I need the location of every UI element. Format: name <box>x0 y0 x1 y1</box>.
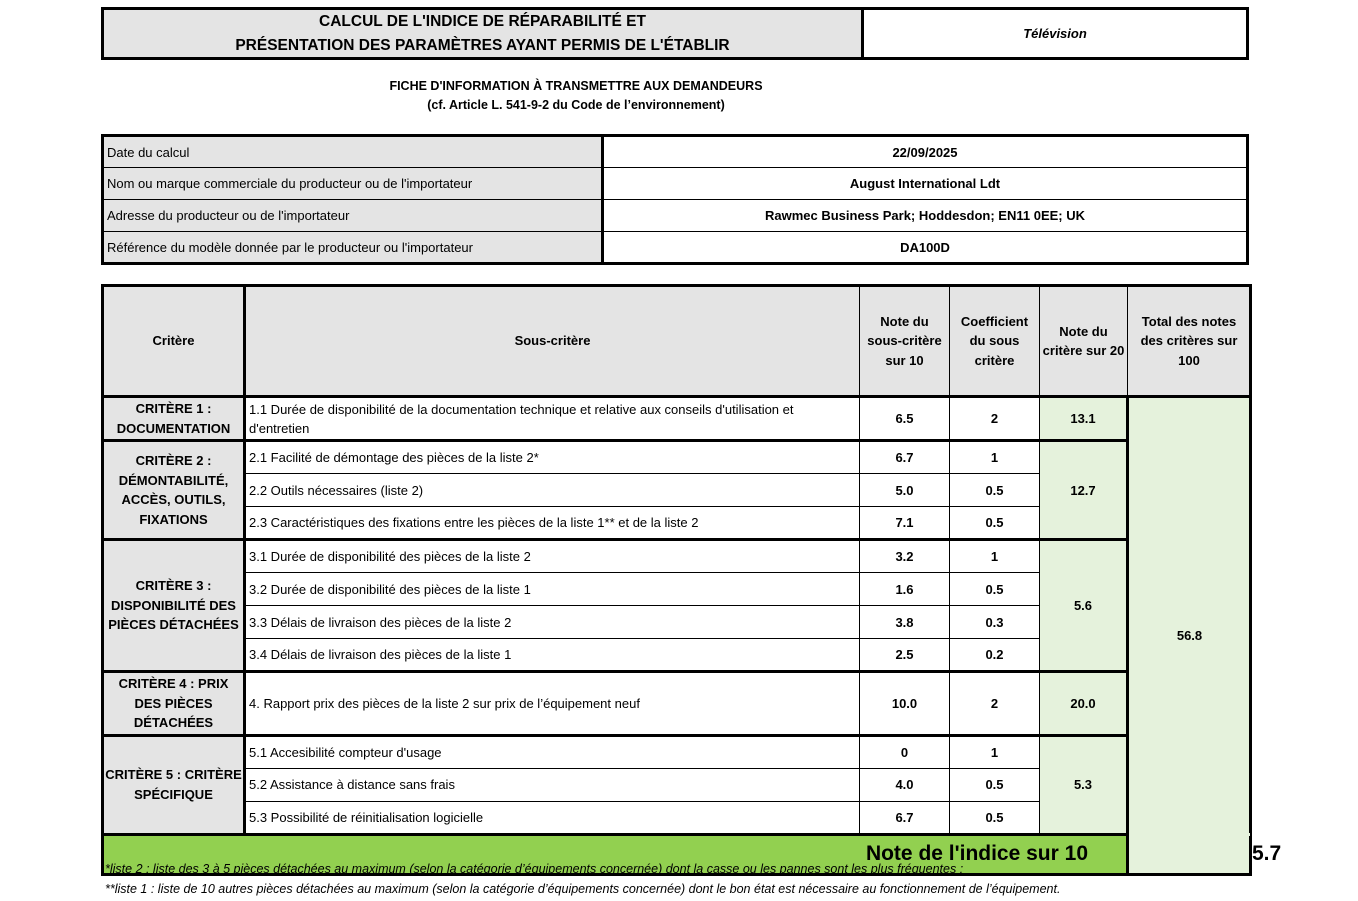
subheader <box>101 77 1051 115</box>
header-coefficient: Coefficient du sous critère <box>950 286 1040 397</box>
criterion-5-note: 5.3 <box>1040 735 1128 834</box>
sub-criterion-label: 5.2 Assistance à distance sans frais <box>245 768 860 801</box>
sub-criterion-note: 10.0 <box>860 672 950 736</box>
sub-criterion-label: 5.1 Accesibilité compteur d'usage <box>245 735 860 768</box>
sub-criterion-label: 3.4 Délais de livraison des pièces de la liste 1 <box>245 639 860 672</box>
info-label: Adresse du producteur ou de l'importateur <box>103 200 603 232</box>
sub-criterion-label: 1.1 Durée de disponibilité de la documentation technique et relative aux conseils d'utilisation et d'entretien <box>245 397 860 441</box>
sub-criterion-note: 3.2 <box>860 540 950 573</box>
info-table <box>101 134 1249 265</box>
criterion-4-note: 20.0 <box>1040 672 1128 736</box>
final-score-row: Note de l'indice sur 10 5.7 <box>103 834 1251 874</box>
sub-criterion-label: 2.1 Facilité de démontage des pièces de la liste 2* <box>245 441 860 474</box>
sub-criterion-note: 6.7 <box>860 441 950 474</box>
sub-criterion-coef: 0.2 <box>950 639 1040 672</box>
info-value: August International Ldt <box>603 168 1248 200</box>
criterion-3-name: CRITÈRE 3 : DISPONIBILITÉ DES PIÈCES DÉTACHÉES <box>103 540 245 672</box>
title-line-2: PRÉSENTATION DES PARAMÈTRES AYANT PERMIS DE L'ÉTABLIR <box>235 36 730 54</box>
header-total: Total des notes des critères sur 100 <box>1128 286 1251 397</box>
sub-criterion-coef: 0.5 <box>950 474 1040 507</box>
table-row <box>103 397 1251 441</box>
header-box <box>101 7 1249 60</box>
table-row <box>103 672 1251 736</box>
footnote-liste-2: *liste 2 : liste des 3 à 5 pièces détachées au maximum (selon la catégorie d’équipements concernée) dont la casse ou les pannes sont les plus fréquentes ; <box>105 862 964 876</box>
final-score-label: Note de l'indice sur 10 <box>103 834 1128 874</box>
info-row-date <box>103 136 1248 168</box>
sub-criterion-label: 5.3 Possibilité de réinitialisation logicielle <box>245 801 860 834</box>
info-row-brand <box>103 168 1248 200</box>
criterion-3-note: 5.6 <box>1040 540 1128 672</box>
table-row <box>103 540 1251 573</box>
criterion-2-note: 12.7 <box>1040 441 1128 540</box>
table-row <box>103 735 1251 768</box>
sub-criterion-note: 2.5 <box>860 639 950 672</box>
subheader-line-2: (cf. Article L. 541-9-2 du Code de l’environnement) <box>427 98 725 112</box>
sub-criterion-coef: 0.5 <box>950 801 1040 834</box>
table-row <box>103 441 1251 474</box>
sub-criterion-note: 6.7 <box>860 801 950 834</box>
criterion-4-name: CRITÈRE 4 : PRIX DES PIÈCES DÉTACHÉES <box>103 672 245 736</box>
header-critere: Critère <box>103 286 245 397</box>
document-title <box>104 10 864 57</box>
info-value: DA100D <box>603 232 1248 264</box>
sub-criterion-note: 4.0 <box>860 768 950 801</box>
criterion-1-note: 13.1 <box>1040 397 1128 441</box>
sub-criterion-label: 3.3 Délais de livraison des pièces de la liste 2 <box>245 606 860 639</box>
criterion-2-name: CRITÈRE 2 : DÉMONTABILITÉ, ACCÈS, OUTILS, FIXATIONS <box>103 441 245 540</box>
sub-criterion-coef: 2 <box>950 397 1040 441</box>
header-sous-critere: Sous-critère <box>245 286 860 397</box>
info-label: Nom ou marque commerciale du producteur ou de l'importateur <box>103 168 603 200</box>
sub-criterion-note: 6.5 <box>860 397 950 441</box>
sub-criterion-note: 1.6 <box>860 573 950 606</box>
sub-criterion-coef: 1 <box>950 441 1040 474</box>
info-row-model <box>103 232 1248 264</box>
sub-criterion-label: 4. Rapport prix des pièces de la liste 2 sur prix de l’équipement neuf <box>245 672 860 736</box>
sub-criterion-coef: 1 <box>950 735 1040 768</box>
footnote-liste-1: **liste 1 : liste de 10 autres pièces détachées au maximum (selon la catégorie d’équipements concernée) dont le bon état est nécessaire au fonctionnement de l’équipement. <box>105 882 1061 896</box>
sub-criterion-label: 3.2 Durée de disponibilité des pièces de la liste 1 <box>245 573 860 606</box>
sub-criterion-coef: 1 <box>950 540 1040 573</box>
sub-criterion-label: 2.2 Outils nécessaires (liste 2) <box>245 474 860 507</box>
sub-criterion-coef: 2 <box>950 672 1040 736</box>
sub-criterion-coef: 0.3 <box>950 606 1040 639</box>
sub-criterion-coef: 0.5 <box>950 768 1040 801</box>
title-line-1: CALCUL DE L'INDICE DE RÉPARABILITÉ ET <box>319 12 646 30</box>
subheader-line-1: FICHE D'INFORMATION À TRANSMETTRE AUX DEMANDEURS <box>389 79 763 93</box>
header-note-critere: Note du critère sur 20 <box>1040 286 1128 397</box>
header-note-sous-critere: Note du sous-critère sur 10 <box>860 286 950 397</box>
total-score: 56.8 <box>1128 397 1251 875</box>
repairability-table <box>101 284 1282 876</box>
sub-criterion-label: 3.1 Durée de disponibilité des pièces de la liste 2 <box>245 540 860 573</box>
criterion-5-name: CRITÈRE 5 : CRITÈRE SPÉCIFIQUE <box>103 735 245 834</box>
sub-criterion-coef: 0.5 <box>950 507 1040 540</box>
product-category: Télévision <box>1023 26 1087 41</box>
sub-criterion-coef: 0.5 <box>950 573 1040 606</box>
sub-criterion-note: 7.1 <box>860 507 950 540</box>
info-value: Rawmec Business Park; Hoddesdon; EN11 0EE; UK <box>603 200 1248 232</box>
criterion-1-name: CRITÈRE 1 : DOCUMENTATION <box>103 397 245 441</box>
info-value: 22/09/2025 <box>603 136 1248 168</box>
table-header-row <box>103 286 1251 397</box>
info-label: Date du calcul <box>103 136 603 168</box>
info-label: Référence du modèle donnée par le producteur ou l'importateur <box>103 232 603 264</box>
sub-criterion-note: 5.0 <box>860 474 950 507</box>
sub-criterion-label: 2.3 Caractéristiques des fixations entre les pièces de la liste 1** et de la liste 2 <box>245 507 860 540</box>
sub-criterion-note: 3.8 <box>860 606 950 639</box>
info-row-address <box>103 200 1248 232</box>
sub-criterion-note: 0 <box>860 735 950 768</box>
